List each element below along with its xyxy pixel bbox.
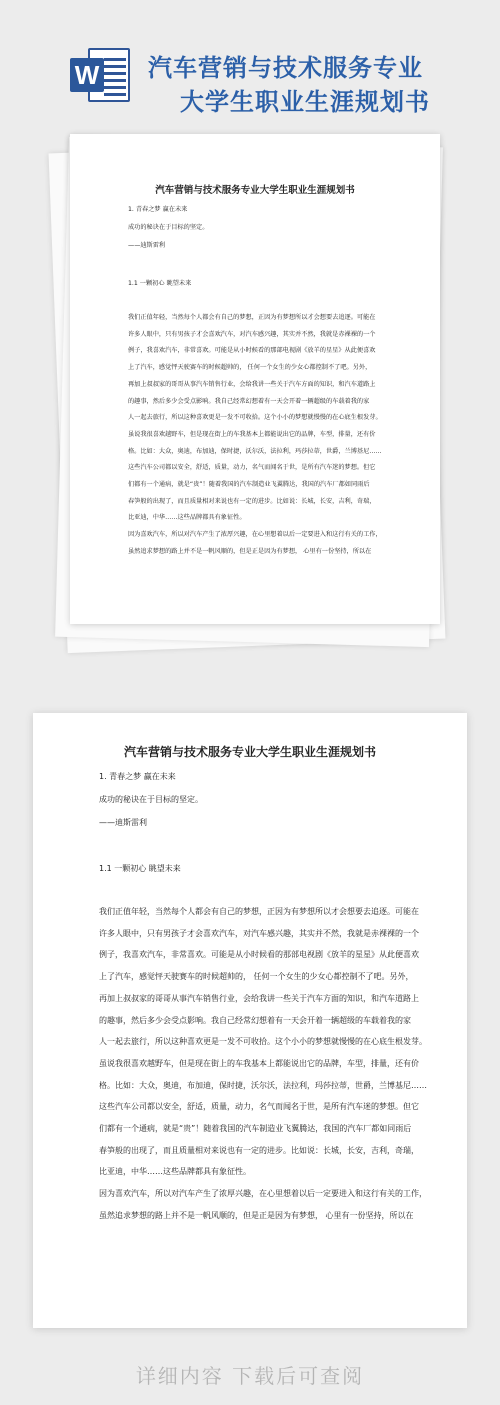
document-title: 汽车营销与技术服务专业大学生职业生涯规划书	[123, 745, 376, 759]
body-line: 人一起去旅行，所以这种喜欢更是一发不可收拾。这个小小的梦想就慢慢的在心底生根发芽。	[99, 1037, 427, 1047]
body-line: 格。比如：大众，奥迪，布加迪，保时捷，沃尔沃，法拉利，玛莎拉蒂，世爵，兰博基尼……	[99, 1080, 427, 1090]
body-line: 的趣事，然后多少会受点影响。我自己经常幻想着有一天会开着一辆超级的车载着我的家	[128, 397, 370, 405]
subsection-heading: 1.1 一颗初心 眺望未来	[128, 280, 192, 287]
body-line: 比亚迪，中华……这些品牌都具有象征性。	[128, 514, 246, 522]
body-line: 再加上叔叔家的哥哥从事汽车销售行业，会给我讲一些关于汽车方面的知识，和汽车道路上	[128, 380, 376, 388]
body-paragraph	[99, 901, 427, 1227]
banner-header	[0, 0, 500, 125]
body-line: 们都有一个通病，就是“贵”！随着我国的汽车制造业飞翼腾达，我国的汽车厂都如同雨后	[128, 481, 370, 489]
body-line: 虽说我很喜欢越野车，但是现在街上的车我基本上都能说出它的品牌，车型，排量，还有价	[128, 430, 376, 438]
banner-title-line-2: 大学生职业生涯规划书	[180, 88, 430, 116]
section-heading: 1. 青春之梦 赢在未来	[99, 772, 176, 781]
document-page	[33, 713, 467, 1328]
body-line: 们都有一个通病，就是“贵”！随着我国的汽车制造业飞翼腾达，我国的汽车厂都如同雨后	[99, 1124, 412, 1134]
body-line: 我们正值年轻，当然每个人都会有自己的梦想，正因为有梦想所以才会想要去追逐。可能在	[128, 314, 376, 321]
quote-author: ——迪斯雷利	[99, 818, 147, 827]
body-line: 许多人眼中，只有男孩子才会喜欢汽车，对汽车感兴趣，其实并不然，我就是赤裸裸的一个	[99, 928, 419, 938]
body-line: 虽说我很喜欢越野车，但是现在街上的车我基本上都能说出它的品牌，车型，排量，还有价	[99, 1058, 419, 1068]
body-paragraph	[128, 310, 398, 561]
body-line: 因为喜欢汽车，所以对汽车产生了浓厚兴趣，在心里想着以后一定要进入和这行有关的工作，	[99, 1189, 427, 1199]
document-title: 汽车营销与技术服务专业大学生职业生涯规划书	[155, 185, 355, 196]
section-heading: 1. 青春之梦 赢在未来	[128, 206, 188, 213]
quote-text: 成功的秘诀在于目标的坚定。	[128, 224, 209, 231]
body-line: 许多人眼中，只有男孩子才会喜欢汽车，对汽车感兴趣，其实并不然，我就是赤裸裸的一个	[128, 330, 376, 338]
body-line: 的趣事，然后多少会受点影响。我自己经常幻想着有一天会开着一辆超级的车载着我的家	[99, 1015, 411, 1025]
body-line: 因为喜欢汽车，所以对汽车产生了浓厚兴趣，在心里想着以后一定要进入和这行有关的工作，	[128, 531, 382, 539]
body-line: 虽然追求梦想的路上并不是一帆风顺的，但是正是因为有梦想， 心里有一份坚持，所以在	[99, 1210, 414, 1220]
body-line: 再加上叔叔家的哥哥从事汽车销售行业，会给我讲一些关于汽车方面的知识，和汽车道路上	[99, 993, 419, 1003]
body-line: 春笋般的出现了，而且质量相对来说也有一定的进步。比如说：长城，长安，吉利，奇瑞，	[99, 1145, 419, 1155]
subsection-heading: 1.1 一颗初心 眺望未来	[99, 864, 181, 873]
body-line: 虽然追求梦想的路上并不是一帆风顺的，但是正是因为有梦想， 心里有一份坚持，所以在	[128, 547, 372, 555]
body-line: 我们正值年轻，当然每个人都会有自己的梦想，正因为有梦想所以才会想要去追逐。可能在	[99, 907, 419, 916]
body-line: 上了汽车，感觉怦天驶赛车的时候超帅的， 任何一个女生的少女心都控制不了吧。另外，	[128, 364, 372, 372]
body-line: 例子，我喜欢汽车，非常喜欢。可能是从小时候看的那部电视剧《放羊的星星》从此便喜欢	[128, 347, 376, 355]
quote-author: ——迪斯雷利	[128, 242, 166, 249]
word-document-icon	[70, 44, 132, 106]
quote-text: 成功的秘诀在于目标的坚定。	[99, 795, 203, 804]
body-line: 人一起去旅行，所以这种喜欢更是一发不可收拾。这个小小的梦想就慢慢的在心底生根发芽。	[128, 414, 382, 422]
banner-title-line-1: 汽车营销与技术服务专业	[148, 54, 423, 82]
footer-hint: 详细内容 下载后可查阅	[135, 1364, 365, 1388]
body-line: 这些汽车公司都以安全，舒适，质量，动力，名气而闻名于世，是所有汽车迷的梦想。但它	[128, 464, 376, 472]
body-line: 上了汽车，感觉怦天驶赛车的时候超帅的， 任何一个女生的少女心都控制不了吧。另外，	[99, 972, 414, 982]
body-line: 格。比如：大众，奥迪，布加迪，保时捷，沃尔沃，法拉利，玛莎拉蒂，世爵，兰博基尼……	[128, 447, 382, 455]
word-logo-badge: W	[70, 58, 104, 92]
document-preview-thumbnail	[70, 134, 440, 624]
body-line: 比亚迪，中华……这些品牌都具有象征性。	[99, 1167, 251, 1177]
body-line: 例子，我喜欢汽车，非常喜欢。可能是从小时候看的那部电视剧《放羊的星星》从此便喜欢	[99, 950, 419, 960]
body-line: 这些汽车公司都以安全，舒适，质量，动力，名气而闻名于世，是所有汽车迷的梦想。但它	[99, 1102, 419, 1112]
body-line: 春笋般的出现了，而且质量相对来说也有一定的进步。比如说：长城，长安，吉利，奇瑞，	[128, 497, 376, 505]
